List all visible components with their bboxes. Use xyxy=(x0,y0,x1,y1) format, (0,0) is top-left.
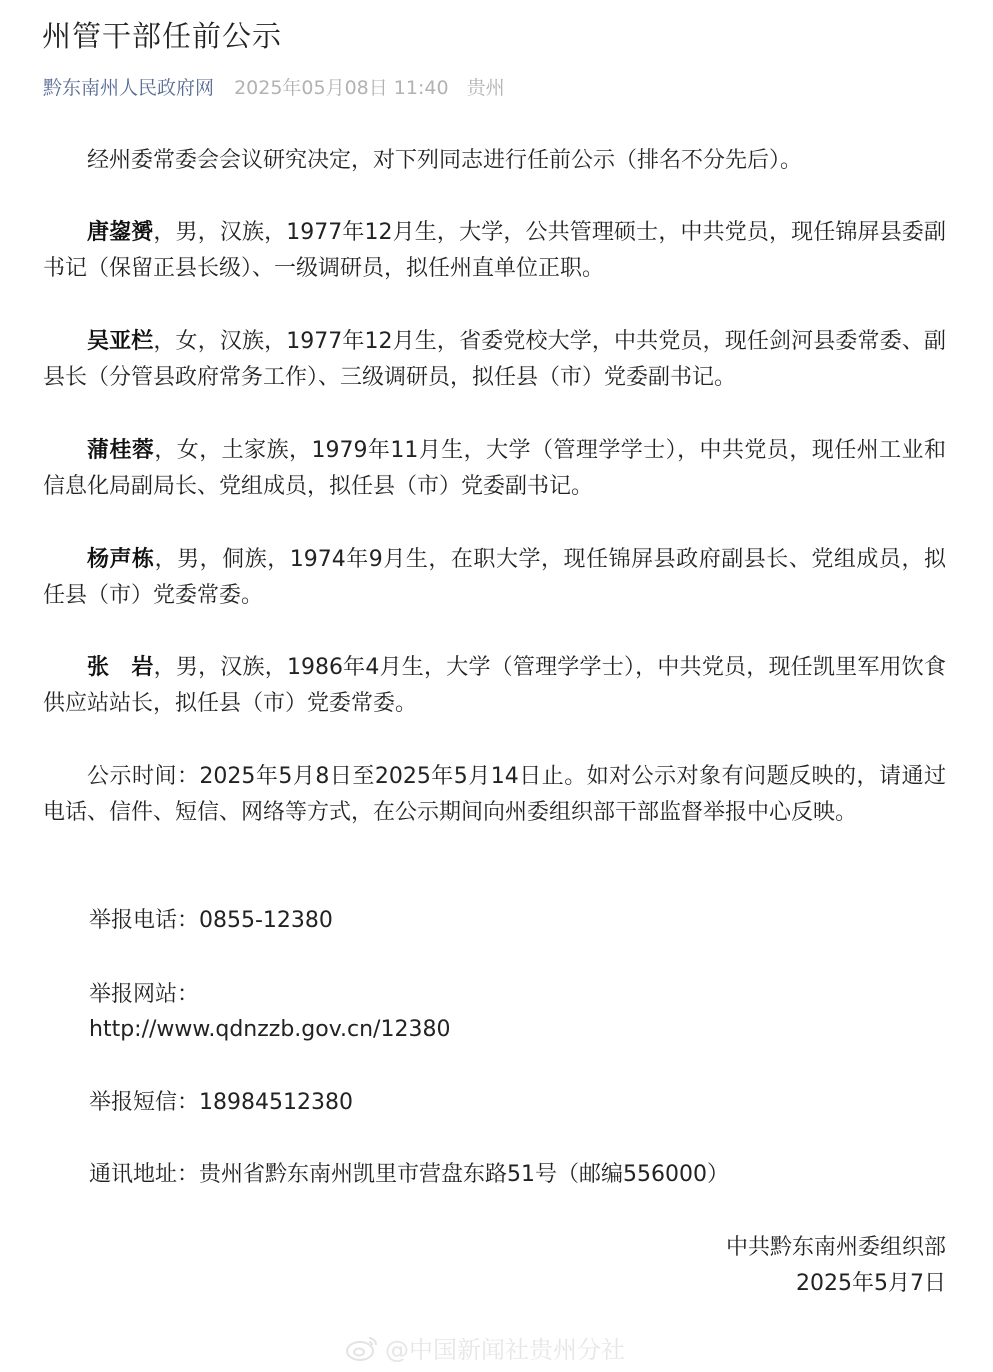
person-paragraph-5 xyxy=(43,650,946,722)
person-details: ，男，汉族，1986年4月生，大学（管理学学士），中共党员，现任凯里军用饮食供应站站长，拟任县（市）党委常委。 xyxy=(43,655,946,716)
signer-org: 中共黔东南州委组织部 xyxy=(725,1235,946,1260)
person-details: ，女，汉族，1977年12月生，省委党校大学，中共党员，现任剑河县委常委、副县长（分管县政府常务工作）、三级调研员，拟任县（市）党委副书记。 xyxy=(43,329,946,390)
person-name: 蒲桂蓉 xyxy=(87,438,155,463)
person-name: 杨声栋 xyxy=(87,547,155,572)
notice-paragraph: 公示时间：2025年5月8日至2025年5月14日止。如对公示对象有问题反映的，请通过电话、信件、短信、网络等方式，在公示期间向州委组织部干部监督举报中心反映。 xyxy=(43,764,946,825)
sign-date: 2025年5月7日 xyxy=(796,1271,946,1296)
person-name: 唐鋆赟 xyxy=(87,220,154,245)
region-label: 贵州 xyxy=(466,77,505,99)
person-paragraph-3 xyxy=(43,433,946,505)
report-site-url[interactable]: http://www.qdnzzb.gov.cn/12380 xyxy=(89,1017,451,1042)
person-paragraph-1 xyxy=(43,215,946,287)
person-paragraph-4 xyxy=(43,542,946,614)
mailing-address: 通讯地址：贵州省黔东南州凯里市营盘东路51号（邮编556000） xyxy=(89,1162,729,1187)
weibo-icon xyxy=(345,1334,379,1362)
source-link[interactable]: 黔东南州人民政府网 xyxy=(43,77,215,99)
article-meta xyxy=(43,73,505,100)
person-details: ，男，汉族，1977年12月生，大学，公共管理硕士，中共党员，现任锦屏县委副书记（保留正县长级）、一级调研员，拟任州直单位正职。 xyxy=(43,220,946,281)
publish-time: 2025年05月08日 11:40 xyxy=(234,77,449,99)
person-details: ，男，侗族，1974年9月生，在职大学，现任锦屏县政府副县长、党组成员，拟任县（市）党委常委。 xyxy=(43,547,946,608)
report-sms: 举报短信：18984512380 xyxy=(89,1090,353,1115)
person-name: 张 岩 xyxy=(87,655,154,680)
person-details: ，女，土家族，1979年11月生，大学（管理学学士），中共党员，现任州工业和信息化局副局长、党组成员，拟任县（市）党委副书记。 xyxy=(43,438,946,499)
article-title: 州管干部任前公示 xyxy=(42,19,283,53)
report-site-label: 举报网站： xyxy=(89,982,200,1007)
watermark-text: @中国新闻社贵州分社 xyxy=(385,1336,625,1364)
person-name: 吴亚栏 xyxy=(87,329,154,354)
intro-paragraph: 经州委常委会会议研究决定，对下列同志进行任前公示（排名不分先后）。 xyxy=(87,148,803,173)
watermark xyxy=(345,1330,625,1365)
report-phone: 举报电话：0855-12380 xyxy=(89,908,333,933)
person-paragraph-2 xyxy=(43,324,946,396)
